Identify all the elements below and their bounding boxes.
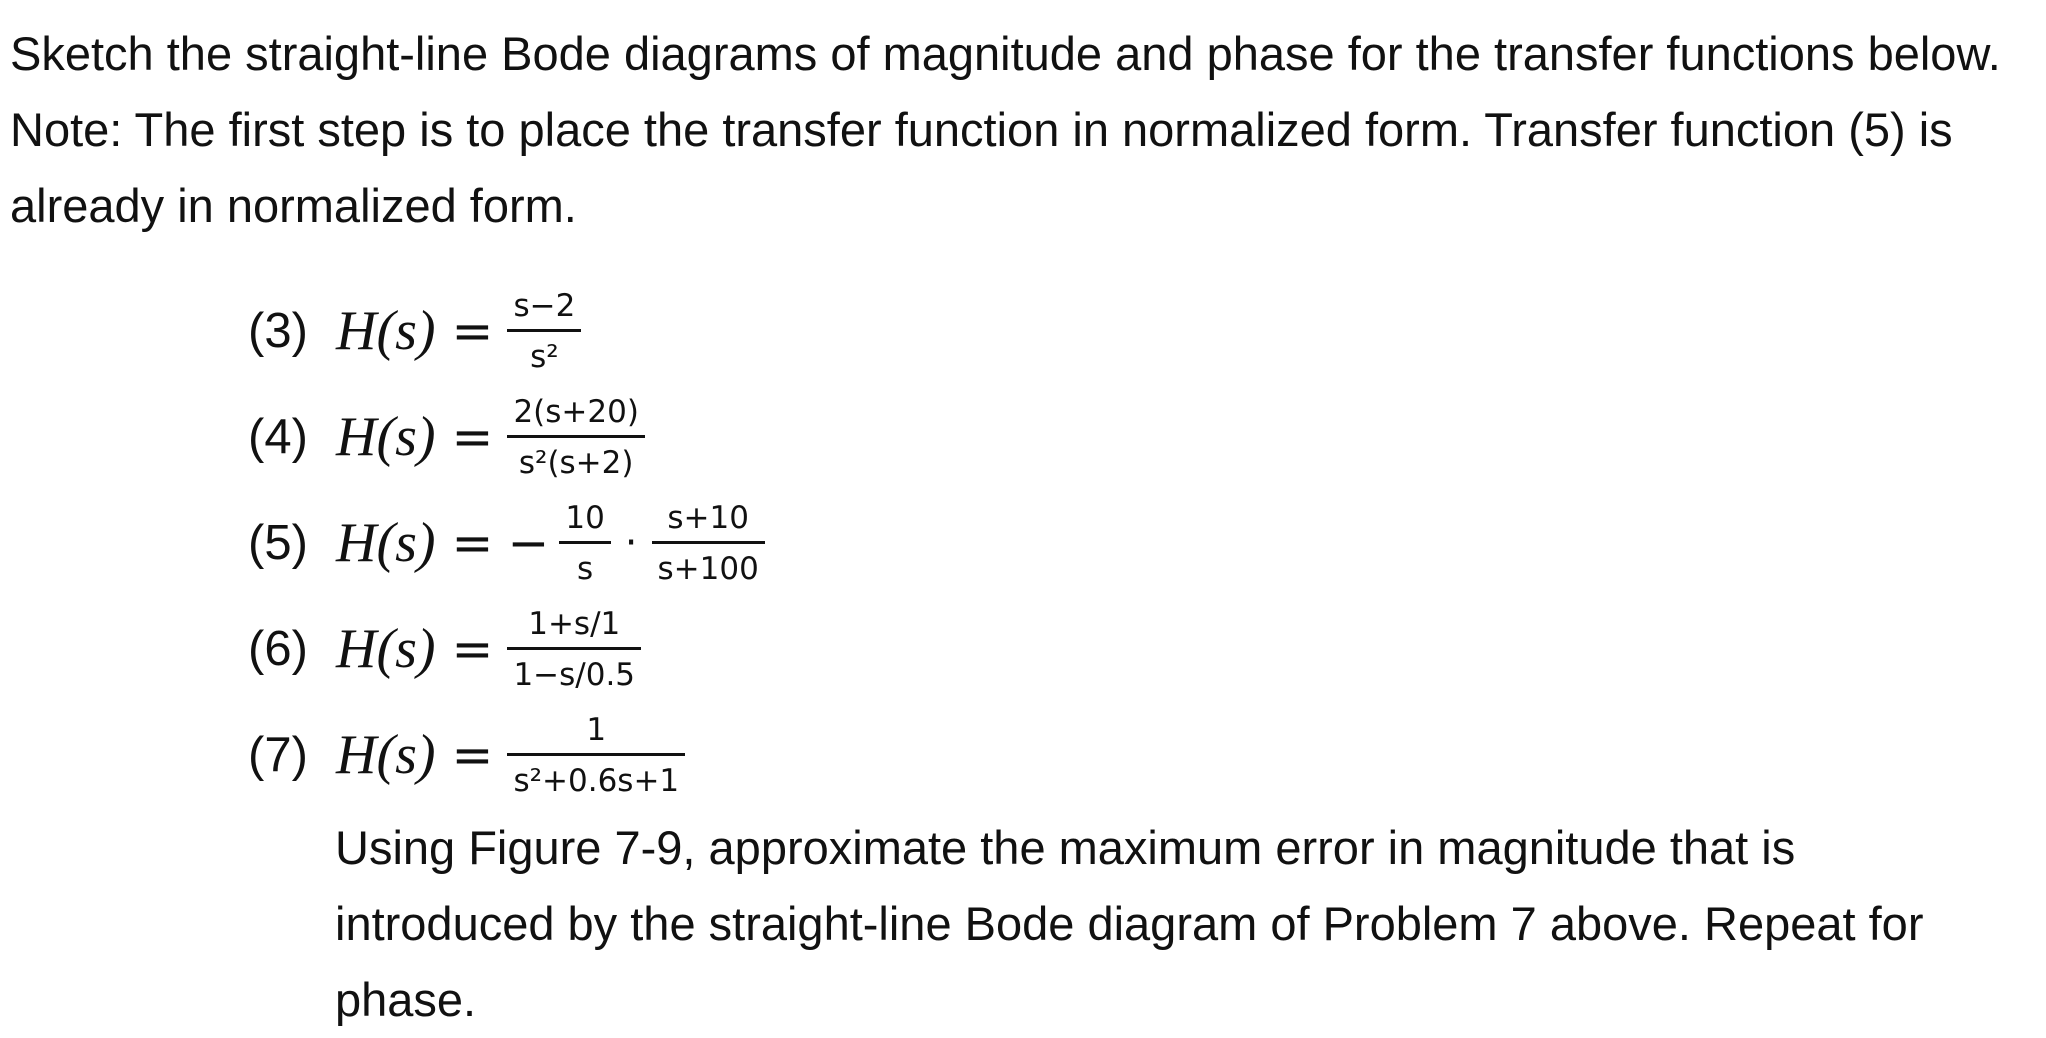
equals-sign: = (451, 514, 494, 572)
transfer-function-lhs: H(s) (336, 618, 436, 680)
fraction (507, 713, 685, 798)
transfer-function-lhs: H(s) (336, 512, 436, 574)
denominator: s+100 (652, 541, 765, 586)
minus-sign: − (507, 514, 550, 572)
denominator: s²(s+2) (507, 435, 644, 480)
problem-number: (7) (248, 728, 308, 782)
equals-sign: = (451, 620, 494, 678)
denominator: 1−s/0.5 (507, 647, 641, 692)
problem-number: (3) (248, 304, 308, 358)
numerator: 10 (565, 499, 605, 536)
follow-up-question: Using Figure 7-9, approximate the maximum error in magnitude that is introduced by the straight-line Bode diagram of Problem 7 above. Repeat for phase. (335, 821, 1924, 1026)
instructions-text: Sketch the straight-line Bode diagrams of magnitude and phase for the transfer functions below. Note: The first step is to place the transfer function in normalized form. Transfer function (5) is already in normalized form. (10, 27, 2001, 232)
problem-number: (5) (248, 516, 308, 570)
numerator: s+10 (667, 499, 749, 536)
fraction (507, 395, 644, 480)
fraction-gain (559, 501, 610, 586)
equals-sign: = (451, 302, 494, 360)
numerator: s−2 (513, 287, 576, 324)
problem-6 (248, 595, 641, 703)
problem-4 (248, 383, 645, 491)
equals-sign: = (451, 726, 494, 784)
problem-number: (6) (248, 622, 308, 676)
problem-number: (4) (248, 410, 308, 464)
fraction-lead-lag (652, 501, 765, 586)
numerator: 1+s/1 (528, 605, 621, 642)
numerator: 1 (586, 711, 607, 748)
transfer-function-lhs: H(s) (336, 406, 436, 468)
transfer-function-lhs: H(s) (336, 300, 436, 362)
denominator: s (559, 541, 610, 586)
numerator: 2(s+20) (513, 393, 639, 430)
denominator: s²+0.6s+1 (507, 753, 685, 798)
problem-3 (248, 277, 581, 385)
equals-sign: = (451, 408, 494, 466)
multiply-dot: · (624, 520, 638, 566)
fraction (507, 607, 641, 692)
problem-5 (248, 489, 765, 597)
transfer-function-lhs: H(s) (336, 724, 436, 786)
denominator: s² (507, 329, 581, 374)
fraction (507, 289, 581, 374)
problem-7 (248, 701, 685, 809)
